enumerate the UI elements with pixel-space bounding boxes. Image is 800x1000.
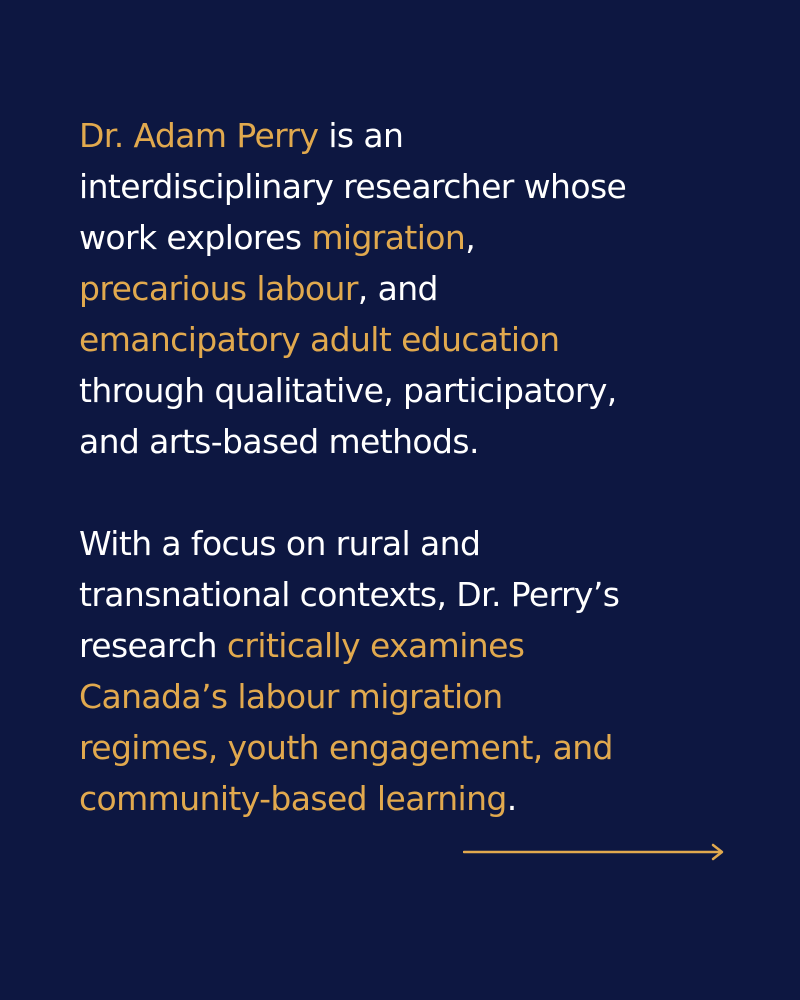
bio-paragraph-2 [79,518,739,824]
text-fragment: research [79,626,227,665]
text-line [79,110,739,161]
text-line [79,773,739,824]
text-line [79,212,739,263]
text-line [79,263,739,314]
highlight-text: critically examines [226,626,525,665]
text-fragment: work explores [79,218,312,257]
highlight-text: community-based learning [79,779,507,818]
highlight-name: Dr. Adam Perry [79,116,319,155]
highlight-text: migration [311,218,466,257]
text-line: With a focus on rural and [79,524,481,563]
text-line: through qualitative, participatory, [79,371,617,410]
text-line: and arts-based methods. [79,422,479,461]
text-fragment: . [506,779,517,818]
arrow-right-icon[interactable] [463,842,725,862]
bio-text [79,110,739,824]
text-line: interdisciplinary researcher whose [79,167,627,206]
text-fragment: , and [357,269,438,308]
text-fragment: is an [318,116,404,155]
highlight-text: emancipatory adult education [79,320,560,359]
highlight-text: regimes, youth engagement, and [79,728,613,767]
text-fragment: , [465,218,476,257]
text-line: transnational contexts, Dr. Perry’s [79,575,620,614]
highlight-text: Canada’s labour migration [79,677,503,716]
text-line [79,620,739,671]
bio-paragraph-1 [79,110,739,467]
highlight-text: precarious labour [79,269,358,308]
